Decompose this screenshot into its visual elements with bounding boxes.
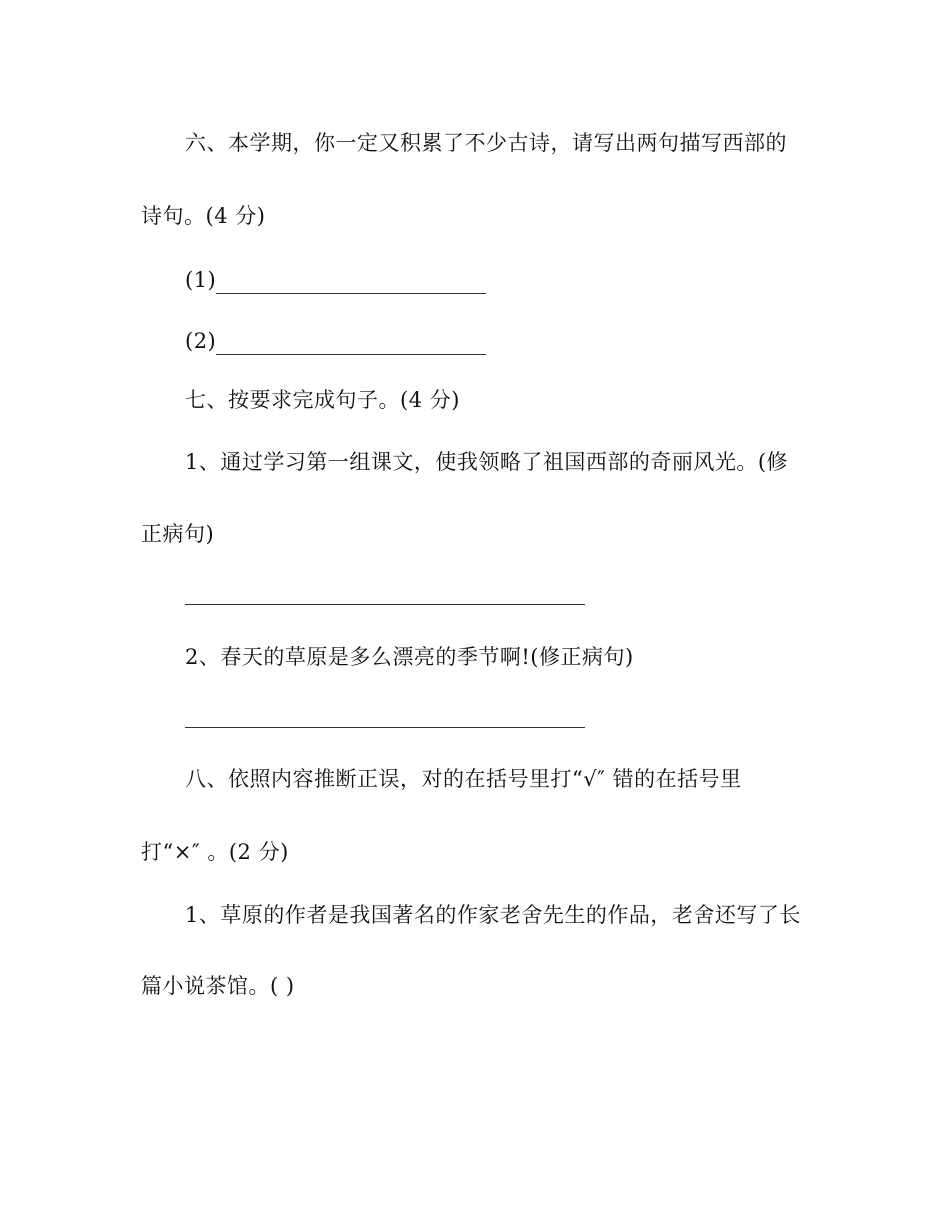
blank-label-1: (1) (185, 268, 217, 292)
section-seven-q1-line1: 1、通过学习第一组课文，使我领略了祖国西部的奇丽风光。(修 (185, 450, 789, 474)
section-seven-q2: 2、春天的草原是多么漂亮的季节啊!(修正病句) (185, 645, 634, 669)
section-eight-q1-line2: 篇小说茶馆。( ) (141, 974, 295, 998)
section-six-prompt-line1: 六、本学期，你一定又积累了不少古诗，请写出两句描写西部的 (185, 131, 787, 155)
answer-blank-2 (185, 327, 486, 355)
section-seven-q1-line2: 正病句) (141, 522, 215, 546)
section-eight-q1-line1: 1、草原的作者是我国著名的作家老舍先生的作品，老舍还写了长 (185, 903, 801, 927)
section-eight-prompt-line2: 打“×″ 。(2 分) (141, 840, 289, 864)
answer-blank-1 (185, 266, 486, 294)
section-eight-prompt-line1: 八、依照内容推断正误，对的在括号里打“√″ 错的在括号里 (185, 767, 742, 791)
fill-in-blank-2[interactable] (216, 334, 486, 355)
answer-line-q1[interactable] (185, 604, 585, 605)
answer-line-q2[interactable] (185, 727, 585, 728)
section-six-prompt-line2: 诗句。(4 分) (141, 204, 266, 228)
fill-in-blank-1[interactable] (216, 273, 486, 294)
section-seven-title: 七、按要求完成句子。(4 分) (185, 388, 460, 412)
blank-label-2: (2) (185, 329, 217, 353)
